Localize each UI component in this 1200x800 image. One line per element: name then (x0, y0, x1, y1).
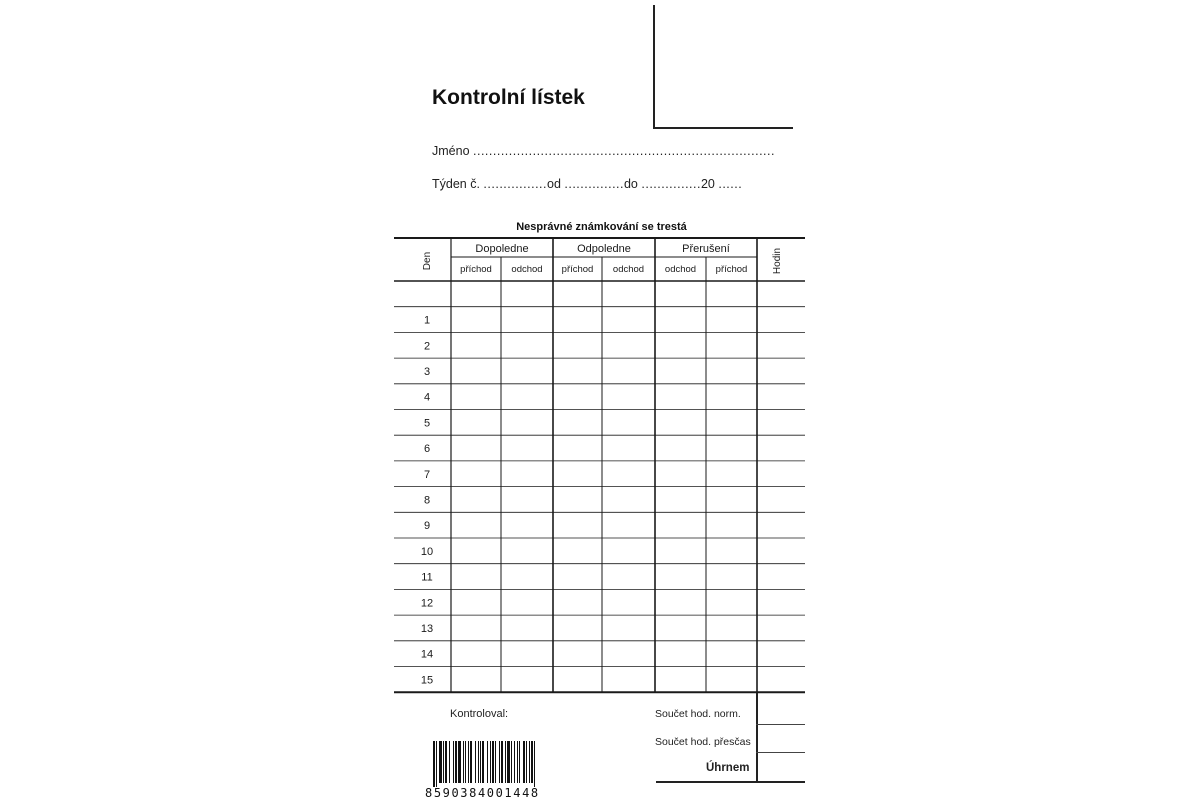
name-fill-dots: ............................................................................ (473, 144, 775, 158)
hours-header: Hodin (772, 247, 783, 275)
day-number: 10 (420, 545, 434, 558)
group-header: Odpoledne (577, 243, 631, 255)
day-number: 9 (423, 520, 431, 533)
barcode-bar (526, 741, 527, 783)
group-header: Přerušení (682, 243, 730, 255)
barcode-bar (505, 741, 506, 783)
warning-note: Nesprávné známkování se trestá (516, 221, 687, 233)
day-number: 2 (423, 340, 431, 353)
sub-header: příchod (561, 264, 594, 275)
barcode-bar (490, 741, 491, 783)
barcode-bar (499, 741, 500, 783)
barcode-bar (492, 741, 494, 783)
day-number: 4 (423, 391, 431, 404)
attendance-table (394, 237, 808, 697)
day-number: 15 (420, 674, 434, 687)
day-number: 3 (423, 365, 431, 378)
barcode-bar (529, 741, 530, 783)
barcode-icon (432, 741, 572, 787)
sum-overtime-hours-label: Součet hod. přesčas (655, 736, 751, 748)
barcode-bar (475, 741, 476, 783)
from-fill-dots: ............... (564, 177, 624, 191)
name-label: Jméno (432, 144, 470, 158)
barcode-bar (458, 741, 461, 783)
year-fill-dots: ...... (718, 177, 743, 191)
to-fill-dots: ............... (641, 177, 701, 191)
barcode-bar (449, 741, 450, 783)
barcode-bar (531, 741, 533, 783)
barcode-bar (507, 741, 510, 783)
week-line (432, 177, 742, 191)
sub-header: odchod (612, 264, 645, 275)
barcode-bar (453, 741, 454, 783)
sub-header: příchod (715, 264, 748, 275)
from-label: od (547, 177, 561, 191)
day-number: 12 (420, 597, 434, 610)
day-header: Den (422, 251, 433, 271)
barcode-bar (470, 741, 472, 783)
week-label: Týden č. (432, 177, 480, 191)
day-number: 5 (423, 417, 431, 430)
barcode-bar (433, 741, 435, 787)
barcode-number: 8590384001448 (425, 786, 540, 800)
corner-cut-line-horizontal (653, 127, 793, 129)
day-number: 13 (420, 622, 434, 635)
day-number: 8 (423, 494, 431, 507)
sub-header: příchod (460, 264, 492, 275)
barcode-bar (480, 741, 481, 783)
total-label: Úhrnem (706, 762, 750, 774)
sub-header: odchod (664, 264, 697, 275)
day-number: 6 (423, 443, 431, 456)
barcode-bar (468, 741, 469, 783)
sub-header: odchod (511, 264, 543, 275)
barcode-bar (487, 741, 488, 783)
checked-by-label: Kontroloval: (450, 708, 509, 720)
year-prefix: 20 (700, 177, 715, 191)
barcode-bar (519, 741, 520, 783)
barcode-bar (439, 741, 442, 783)
day-number: 7 (423, 468, 431, 481)
barcode-bar (534, 741, 535, 787)
barcode-bar (463, 741, 464, 783)
barcode-bar (455, 741, 457, 783)
barcode-bar (514, 741, 515, 783)
barcode-bar (511, 741, 512, 783)
week-fill-dots: ................ (483, 177, 547, 191)
barcode-bar (436, 741, 437, 787)
day-number: 14 (420, 648, 434, 661)
sum-normal-hours-label: Součet hod. norm. (655, 708, 741, 720)
to-label: do (623, 177, 638, 191)
summary-divider-vertical (756, 693, 758, 783)
day-number: 11 (421, 571, 433, 584)
day-number: 1 (423, 314, 431, 327)
summary-total-line (656, 781, 805, 783)
barcode-bar (517, 741, 518, 783)
summary-row-line (756, 724, 805, 725)
barcode-bar (495, 741, 496, 783)
group-header: Dopoledne (475, 243, 529, 255)
barcode-bar (523, 741, 525, 783)
barcode-bar (478, 741, 479, 783)
name-line (432, 144, 775, 158)
barcode-bar (482, 741, 484, 783)
form-title: Kontrolní lístek (432, 86, 585, 109)
summary-row-line (756, 752, 805, 753)
barcode-bar (465, 741, 466, 783)
barcode-bar (445, 741, 447, 783)
corner-cut-line-vertical (653, 5, 655, 129)
barcode-bar (443, 741, 444, 783)
barcode-bar (501, 741, 503, 783)
